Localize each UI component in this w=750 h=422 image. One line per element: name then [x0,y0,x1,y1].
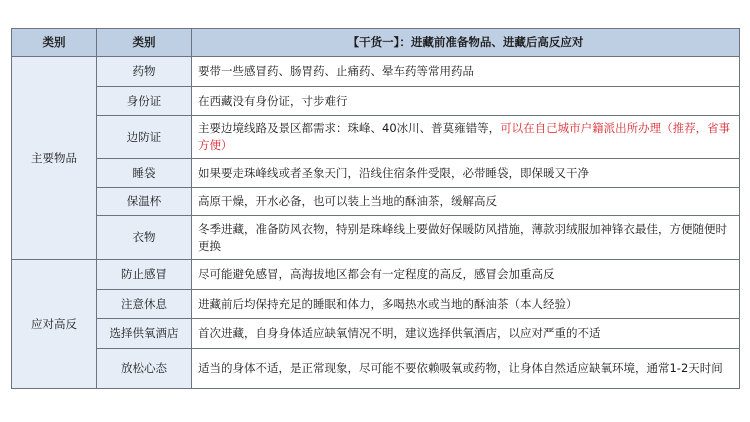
item-cell: 睡袋 [97,159,192,188]
table-row [12,349,740,389]
desc-cell: 在西藏没有身份证，寸步难行 [192,87,740,116]
item-cell: 防止感冒 [97,260,192,290]
guide-table [11,28,740,389]
table-row [12,57,740,87]
table-row [12,87,740,116]
desc-cell: 高原干燥，开水必备，也可以装上当地的酥油茶，缓解高反 [192,188,740,216]
header-title: 【干货一】：进藏前准备物品、进藏后高反应对 [192,29,740,57]
header-category-1: 类别 [12,29,97,57]
item-cell: 衣物 [97,216,192,260]
desc-cell: 首次进藏，自身身体适应缺氧情况不明，建议选择供氧酒店，以应对严重的不适 [192,319,740,349]
header-category-2: 类别 [97,29,192,57]
item-cell: 边防证 [97,116,192,159]
table-row [12,290,740,319]
table-row [12,188,740,216]
table-row [12,216,740,260]
desc-cell: 尽可能避免感冒，高海拔地区都会有一定程度的高反，感冒会加重高反 [192,260,740,290]
table-row [12,159,740,188]
desc-text: 主要边境线路及景区都需求：珠峰、40冰川、普莫雍错等， [198,121,501,135]
desc-cell: 适当的身体不适，是正常现象，尽可能不要依赖吸氧或药物，让身体自然适应缺氧环境，通常1-2天时间 [192,349,740,389]
item-cell: 注意休息 [97,290,192,319]
item-cell: 身份证 [97,87,192,116]
item-cell: 保温杯 [97,188,192,216]
item-cell: 药物 [97,57,192,87]
group-label-altitude: 应对高反 [12,260,97,389]
item-cell: 放松心态 [97,349,192,389]
desc-cell: 进藏前后均保持充足的睡眠和体力，多喝热水或当地的酥油茶（本人经验） [192,290,740,319]
desc-cell: 要带一些感冒药、肠胃药、止痛药、晕车药等常用药品 [192,57,740,87]
guide-table-container [11,28,739,389]
desc-cell: 如果要走珠峰线或者圣象天门，沿线住宿条件受限，必带睡袋，即保暖又干净 [192,159,740,188]
table-row [12,260,740,290]
table-row [12,319,740,349]
header-row [12,29,740,57]
table-row [12,116,740,159]
item-cell: 选择供氧酒店 [97,319,192,349]
group-label-main-items: 主要物品 [12,57,97,260]
desc-cell [192,116,740,159]
desc-cell: 冬季进藏，准备防风衣物，特别是珠峰线上要做好保暖防风措施，薄款羽绒服加神锋衣最佳，方便随便时更换 [192,216,740,260]
highlight-text: 可以在自己城市户籍派出所办理（推荐，省事方便） [198,121,731,152]
